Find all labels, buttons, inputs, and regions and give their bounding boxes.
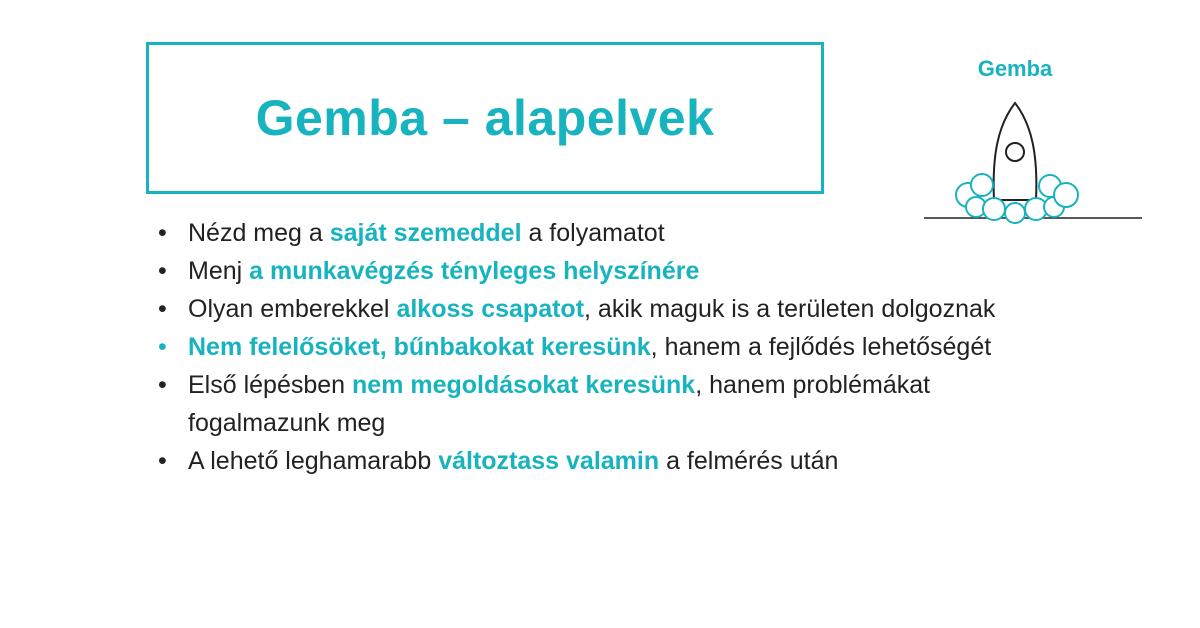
principles-list	[156, 214, 1056, 480]
page-title: Gemba – alapelvek	[255, 90, 715, 146]
bullet-dot-icon: •	[158, 333, 167, 361]
list-item: • Első lépésben nem megoldásokat keresünk, hanem problémákat fogalmazunk meg	[156, 366, 1056, 442]
list-item: • Nem felelősöket, bűnbakokat keresünk, hanem a fejlődés lehetőségét	[156, 328, 1056, 366]
rocket-icon	[920, 95, 1145, 225]
gemba-badge-label: Gemba	[977, 56, 1053, 81]
list-item: • Menj a munkavégzés tényleges helyszínére	[156, 252, 1056, 290]
bullet-dot-icon: •	[158, 295, 167, 323]
bullet-dot-icon: •	[158, 219, 167, 247]
bullet-dot-icon: •	[158, 257, 167, 285]
bullet-dot-icon: •	[158, 371, 167, 399]
bullet-dot-icon: •	[158, 447, 167, 475]
title-box	[146, 42, 824, 194]
list-item: • A lehető leghamarabb változtass valamin a felmérés után	[156, 442, 1056, 480]
list-item: • Nézd meg a saját szemeddel a folyamatot	[156, 214, 1056, 252]
list-item: • Olyan emberekkel alkoss csapatot, akik maguk is a területen dolgoznak	[156, 290, 1056, 328]
